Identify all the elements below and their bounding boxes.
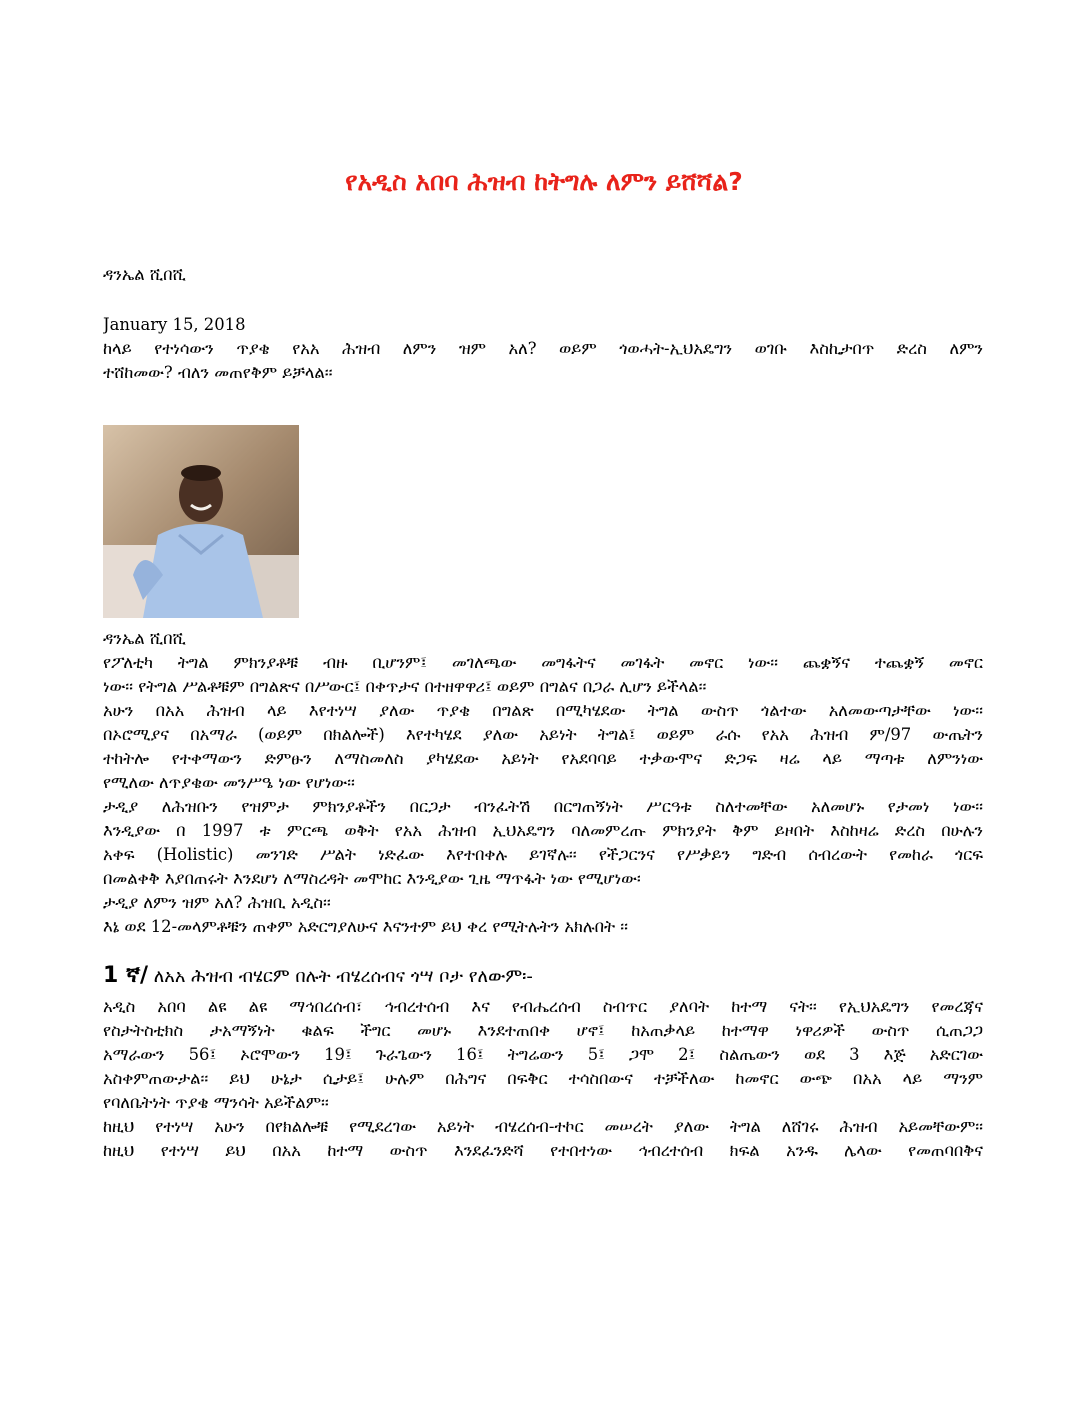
section-line: የስታትስቲክስ ታአማኝነት ቁልፍ ችግር መሆኑ እንደተጠበቀ ሆኖ፤ ከአጠቃላይ ከተማዋ ነዋሪዎች ውስጥ ሲጠጋጋ — [103, 1021, 983, 1040]
section-heading-text: ለአአ ሕዝብ ብሄርም በሉት ብሄረሰብና ጎሣ ቦታ የለውም፡- — [148, 966, 533, 987]
body-line: ተከትሎ የተቀማውን ድምፁን ለማስመለስ ያካሄደው አይነት የአደባባይ ተቃውሞና ድጋፍ ዛሬ ላይ ማጣቱ ለምንነው — [103, 749, 983, 768]
section-line: አስቀምጠውታል፡፡ ይህ ሁኔታ ሲታይ፤ ሁሉም በሕግና በፍቅር ተሳስበውና ተቻችለው ከመኖር ውጭ በአአ ላይ ማንም — [103, 1069, 983, 1088]
section-heading — [103, 962, 983, 991]
section-line: አማራውን 56፤ ኦሮሞውን 19፤ ጉራጌውን 16፤ ትግሬውን 5፤ ጋሞ 2፤ ስልጤውን ወደ 3 እጅ አድርገው — [103, 1045, 983, 1064]
body-line: እኔ ወደ 12-መላምቶቹን ጠቀም አድርግያለሁና እናንተም ይህ ቀረ የሚትሉትን አክሉበት ፡፡ — [103, 917, 628, 936]
section-number: 1 ኛ/ — [103, 963, 148, 988]
body-line: በኦሮሚያና በአማራ (ወይም በክልሎች) እየተካሄደ ያለው አይነት ትግል፤ ወይም ራሱ የአአ ሕዝብ ም/97 ውጤትን — [103, 725, 983, 744]
body-line: ታዲያ ለምን ዝም አለ? ሕዝቢ አዲስ፡፡ — [103, 893, 331, 912]
section-line: ከዚህ የተነሣ አሁን በየክልሎቹ የሚደረገው አይነት ብሄረሰብ-ተኮር መሠረት ያለው ትግል ለሸገሩ ሕዝብ አይመቸውም፡፡ — [103, 1117, 983, 1136]
body-line: የፖለቲካ ትግል ምክንያቶቹ ብዙ ቢሆንም፤ መገለጫው መግፋትና መገፋት መኖር ነው፡፡ ጨቋኝና ተጨቋኝ መኖር — [103, 653, 983, 672]
section-line: የባለቤትነት ጥያቄ ማንሳት አይችልም፡፡ — [103, 1093, 329, 1112]
body-line: አቀፍ (Holistic) መንገድ ሥልት ነድፈው እየተበቀሉ ይገኛሉ፡፡ የችጋርንና የሥቃይን ግድብ ሰብረውት የመከራ ጎርፍ — [103, 845, 983, 864]
intro-line: ተሸከመው? ብለን መጠየቅም ይቻላል፡፡ — [103, 363, 333, 382]
body-line: የሚለው ለጥያቄው መንሥዔ ነው የሆነው፡፡ — [103, 773, 355, 792]
author-photo — [103, 425, 299, 618]
article-title: የአዲስ አበባ ሕዝብ ከትግሉ ለምን ይሸሻል? — [345, 167, 743, 196]
article-date: January 15, 2018 — [103, 315, 246, 334]
photo-caption: ዳንኤል ሺበሺ — [103, 629, 186, 648]
body-line: አሁን በአአ ሕዝብ ላይ እየተነሣ ያለው ጥያቄ በግልጽ በሚካሄደው ትግል ውስጥ ጎልተው አለመውጣታቸው ነው፡፡ — [103, 701, 983, 720]
section-line: ከዚህ የተነሣ ይህ በአአ ከተማ ውስጥ እንደፈንድሻ የተበተነው ኅብረተሰብ ክፍል አንዱ ሌላው የመጠባበቅና — [103, 1141, 983, 1160]
body-line: ታዲያ ለሕዝቡን የዝምታ ምክንያቶችን በርጋታ ብንፈትሽ በርግጠኝነት ሥርዓቱ ስለተመቸው አለመሆኑ የታመነ ነው፡፡ — [103, 797, 983, 816]
author-name: ዳንኤል ሺበሺ — [103, 265, 186, 284]
section-line: አዲስ አበባ ልዩ ልዩ ማኅበረሰብ፣ ኅብረተሰብ እና የብሔረሰብ ስብጥር ያለባት ከተማ ናት፡፡ የኢህአዴግን የመረጃና — [103, 997, 983, 1016]
body-line: በመልቀቅ እያበጠሩት እንደሆነ ለማስረዳት መሞከር እንዲያው ጊዜ ማጥፋት ነው የሚሆነው፡ — [103, 869, 641, 888]
body-line: ነው፡፡ የትግል ሥልቶቹም በግልጽና በሥውር፤ በቀጥታና በተዘዋዋሪ፤ ወይም በግልና በጋራ ሊሆን ይችላል፡፡ — [103, 677, 707, 696]
body-line: እንዲያው በ 1997 ቱ ምርጫ ወቅት የአአ ሕዝብ ኢህአዴግን ባለመምረጡ ምክንያት ቅም ይዞበት እስከዛሬ ድረስ በሁሉን — [103, 821, 983, 840]
intro-line: ከላይ የተነሳውን ጥያቄ የአአ ሕዝብ ለምን ዝም አለ? ወይም ጎወሓት-ኢህአዴግን ወገቡ እስኪታበጥ ድረስ ለምን — [103, 339, 983, 358]
